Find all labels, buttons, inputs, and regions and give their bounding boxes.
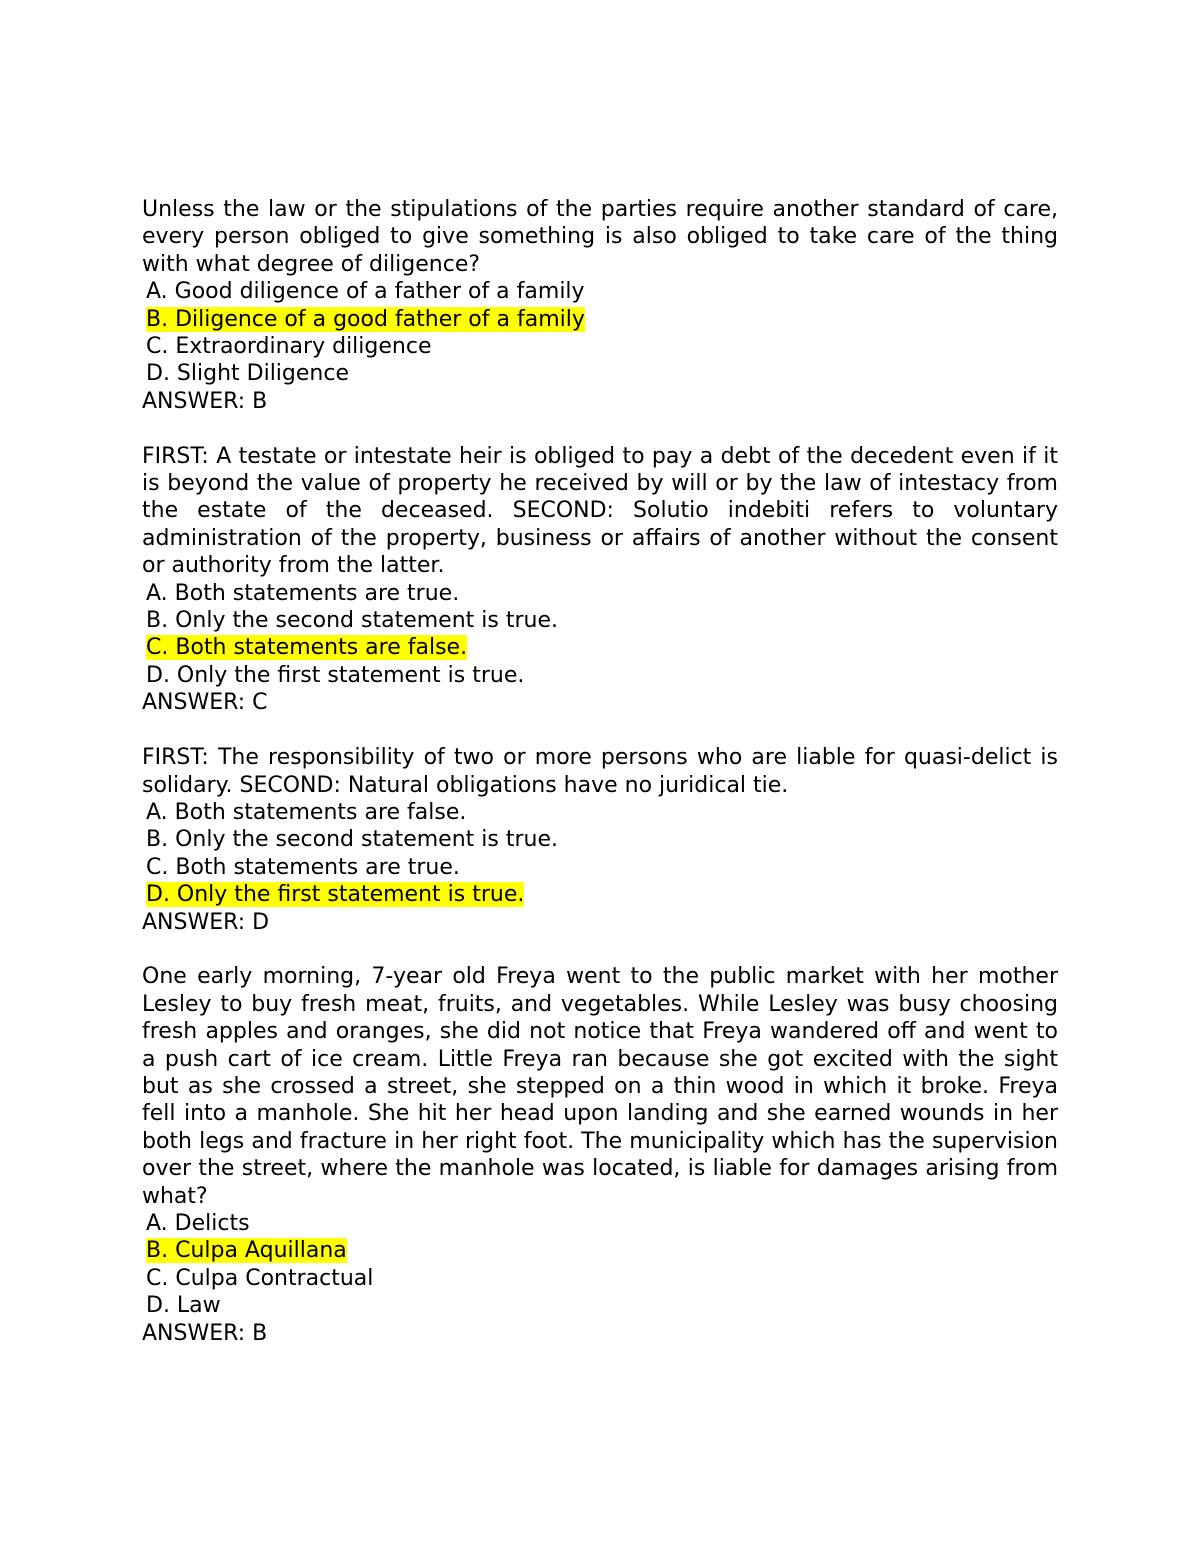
answer-option — [142, 1210, 1058, 1237]
answer-option — [142, 634, 1058, 661]
option-text: B. Diligence of a good father of a family — [146, 306, 585, 332]
question-stem: FIRST: The responsibility of two or more persons who are liable for quasi-delict is solidary. SECOND: Natural obligations have no juridical tie. — [142, 745, 1058, 798]
answer-option — [142, 1292, 1058, 1319]
question-stem: One early morning, 7-year old Freya went to the public market with her mother Lesley to buy fresh meat, fruits, and vegetables. While Lesley was busy choosing fresh apples and oranges, she did not notice that Freya wandered off and went to a push cart of ice cream. Little Freya ran because she got excited with the sight but as she crossed a street, she stepped on a thin wood in which it broke. Freya fell into a manhole. She hit her head upon landing and she earned wounds in her both legs and fracture in her right foot. The municipality which has the supervision over the street, where the manhole was located, is liable for damages arising from what? — [142, 964, 1058, 1209]
option-text: A. Both statements are false. — [146, 799, 467, 825]
answer-option — [142, 662, 1058, 689]
document-content — [142, 196, 1058, 1374]
option-text: B. Only the second statement is true. — [146, 827, 558, 853]
option-text: D. Only the first statement is true. — [146, 882, 525, 908]
answer-key: ANSWER: D — [142, 909, 270, 935]
question-block-1 — [142, 196, 1058, 415]
question-stem: FIRST: A testate or intestate heir is obliged to pay a debt of the decedent even if it is beyond the value of property he received by will or by the law of intestacy from the estate of the deceased. SECOND: Solutio indebiti refers to voluntary administration of the property, business or affairs of another without the consent or authority from the latter. — [142, 443, 1058, 579]
option-text: B. Culpa Aquillana — [146, 1238, 347, 1264]
answer-option — [142, 580, 1058, 607]
option-text: D. Law — [146, 1293, 221, 1319]
question-block-2 — [142, 443, 1058, 717]
answer-option — [142, 1237, 1058, 1264]
question-block-3 — [142, 744, 1058, 936]
option-text: C. Extraordinary diligence — [146, 334, 432, 360]
option-text: A. Delicts — [146, 1210, 250, 1236]
answer-option — [142, 1265, 1058, 1292]
answer-option — [142, 607, 1058, 634]
answer-option — [142, 306, 1058, 333]
option-text: B. Only the second statement is true. — [146, 608, 558, 634]
answer-option — [142, 360, 1058, 387]
answer-option — [142, 278, 1058, 305]
answer-key: ANSWER: B — [142, 1320, 268, 1346]
option-text: D. Slight Diligence — [146, 361, 349, 387]
option-text: C. Both statements are false. — [146, 635, 468, 661]
answer-key: ANSWER: C — [142, 690, 268, 716]
answer-option — [142, 826, 1058, 853]
question-block-4 — [142, 963, 1058, 1347]
option-text: A. Good diligence of a father of a family — [146, 279, 585, 305]
answer-option — [142, 881, 1058, 908]
option-text: D. Only the first statement is true. — [146, 662, 525, 688]
answer-option — [142, 333, 1058, 360]
option-text: C. Both statements are true. — [146, 854, 460, 880]
option-text: C. Culpa Contractual — [146, 1265, 374, 1291]
option-text: A. Both statements are true. — [146, 580, 460, 606]
answer-option — [142, 799, 1058, 826]
answer-option — [142, 854, 1058, 881]
answer-key: ANSWER: B — [142, 388, 268, 414]
question-stem: Unless the law or the stipulations of the parties require another standard of care, every person obliged to give something is also obliged to take care of the thing with what degree of diligence? — [142, 197, 1058, 277]
